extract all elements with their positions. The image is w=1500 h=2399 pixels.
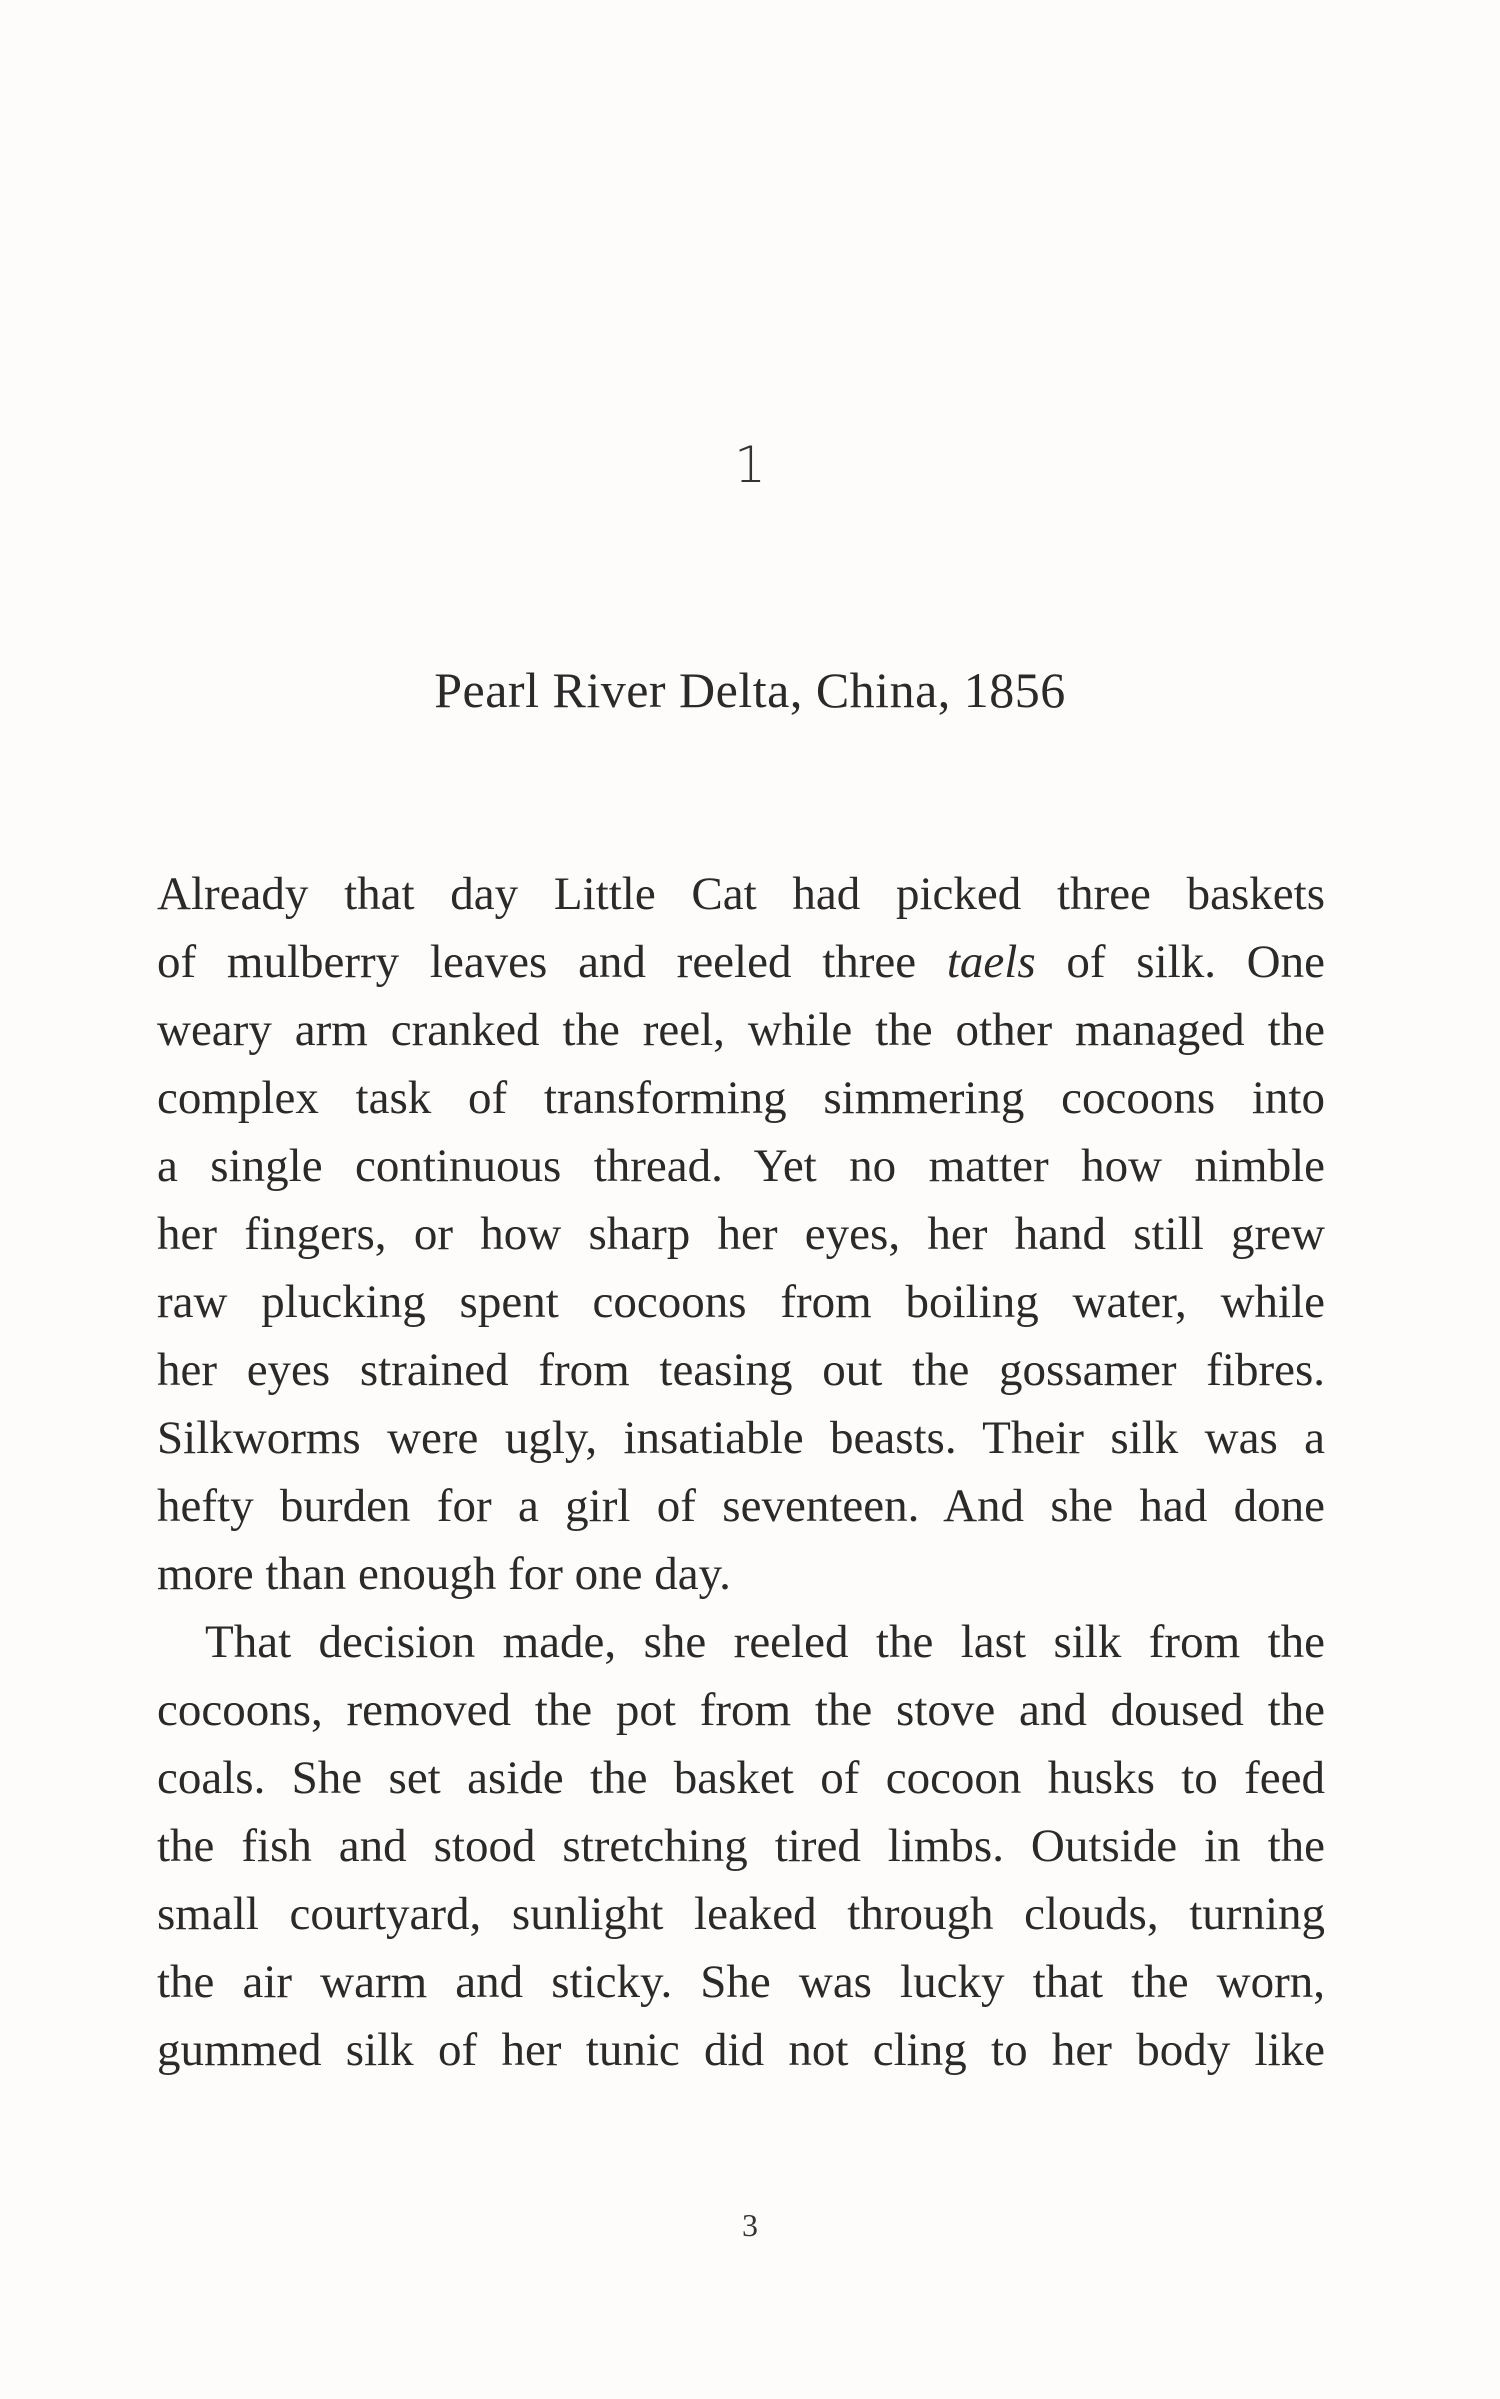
text-line: complex task of transforming simmering cocoons into: [157, 1072, 1325, 1124]
paragraph: [157, 1608, 1325, 2084]
text-line: the air warm and sticky. She was lucky that the worn,: [157, 1956, 1325, 2008]
text-line: Already that day Little Cat had picked three baskets: [157, 868, 1325, 920]
text-line: her fingers, or how sharp her eyes, her hand still grew: [157, 1208, 1325, 1260]
text-line: the fish and stood stretching tired limbs. Outside in the: [157, 1820, 1325, 1872]
italic-term: taels: [946, 936, 1036, 988]
text-line: more than enough for one day.: [157, 1548, 731, 1600]
text-line: Silkworms were ugly, insatiable beasts. Their silk was a: [157, 1412, 1325, 1464]
text-line: small courtyard, sunlight leaked through clouds, turning: [157, 1888, 1325, 1940]
text-line: cocoons, removed the pot from the stove and doused the: [157, 1684, 1325, 1736]
text-line: raw plucking spent cocoons from boiling water, while: [157, 1276, 1325, 1328]
body-text: [157, 860, 1325, 2084]
chapter-number: 1: [734, 436, 766, 494]
text-line: coals. She set aside the basket of cocoon husks to feed: [157, 1752, 1325, 1804]
page-number: 3: [742, 2207, 758, 2243]
text-line: a single continuous thread. Yet no matter how nimble: [157, 1140, 1325, 1192]
text-line: weary arm cranked the reel, while the other managed the: [157, 1004, 1325, 1056]
chapter-heading: Pearl River Delta, China, 1856: [434, 662, 1066, 718]
text-line: That decision made, she reeled the last silk from the: [205, 1616, 1325, 1668]
text-line: gummed silk of her tunic did not cling to her body like: [157, 2024, 1325, 2076]
text-line: hefty burden for a girl of seventeen. And she had done: [157, 1480, 1325, 1532]
text-line: her eyes strained from teasing out the gossamer fibres.: [157, 1344, 1325, 1396]
paragraph: [157, 860, 1325, 1608]
text-line: of mulberry leaves and reeled three taels of silk. One: [157, 936, 1325, 988]
